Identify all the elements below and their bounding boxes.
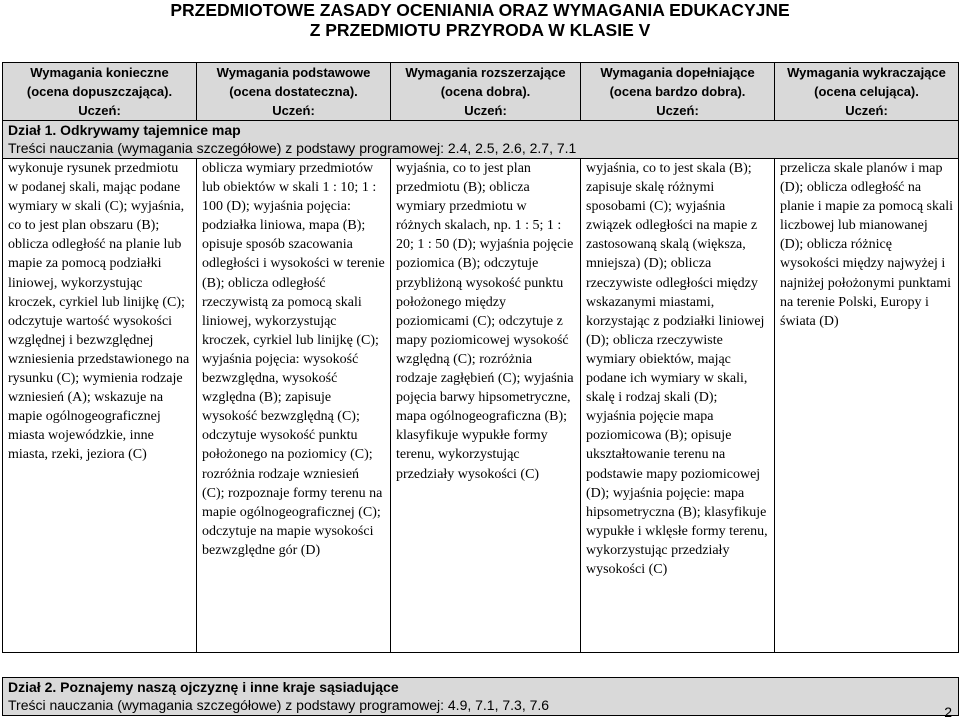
section-heading-1 [3,121,959,159]
table-header-row [3,63,959,121]
section-title: Dział 2. Poznajemy naszą ojczyznę i inne kraje sąsiadujące [8,679,399,695]
cell-podstawowe: oblicza wymiary przedmiotów lub obiektów w skali 1 : 10; 1 : 100 (D); wyjaśnia pojęcia: podziałka liniowa, mapa (B); opisuje sposób szacowania odległości i wysokości w terenie (B); oblicza odległość rzeczywistą za pomocą skali liniowej, wykorzystując kroczek, cyrkiel lub linijkę (C); wyjaśnia pojęcia: wysokość bezwzględna, wysokość względna (B); zapisuje wysokość bezwzględną (C); odczytuje wysokość punktu położonego na poziomicy (C); rozróżnia rodzaje wzniesień (C); rozpoznaje formy terenu na mapie ogólnogeograficznej (C); odczytuje na mapie wysokości bezwzględne gór (D) [197,159,391,653]
spacer-row [3,653,959,678]
document-title-line-1: PRZEDMIOTOWE ZASADY OCENIANIA ORAZ WYMAGANIA EDUKACYJNE [170,0,790,20]
cell-wykraczajace: przelicza skale planów i map (D); oblicza odległość na planie i mapie za pomocą skali liczbowej lub mianowanej (D); oblicza różnicę wysokości między najwyżej i najniżej położonymi punktami na terenie Polski, Europy i świata (D) [775,159,959,653]
cell-dopelniajace: wyjaśnia, co to jest skala (B); zapisuje skalę różnymi sposobami (C); wyjaśnia związek odległości na mapie z zastosowaną skalą (większa, mniejsza) (D); oblicza rzeczywiste odległości między wskazanymi miastami, korzystając z podziałki liniowej (D); oblicza rzeczywiste wymiary obiektów, mając podane ich wymiary w skali, skalę i rodzaj skali (D); wyjaśnia pojęcie mapa poziomicowa (B); opisuje ukształtowanie terenu na podstawie mapy poziomicowej (D); wyjaśnia pojęcie: mapa hipsometryczna (B); klasyfikuje wypukłe i wklęsłe formy terenu, wykorzystując przedziały wysokości (C) [581,159,775,653]
section-curriculum: Treści nauczania (wymagania szczegółowe) z podstawy programowej: 4.9, 7.1, 7.3, 7.6 [8,697,550,713]
section-curriculum: Treści nauczania (wymagania szczegółowe) z podstawy programowej: 2.4, 2.5, 2.6, 2.7, 7.1 [8,140,577,156]
cell-rozszerzajace: wyjaśnia, co to jest plan przedmiotu (B); oblicza wymiary przedmiotu w różnych skalach, np. 1 : 5; 1 : 20; 1 : 50 (D); wyjaśnia pojęcie poziomica (B); odczytuje przybliżoną wysokość punktu położonego między poziomicami (C); odczytuje z mapy poziomicowej wysokość względną (C); rozróżnia rodzaje zagłębień (C); wyjaśnia pojęcia barwy hipsometryczne, mapa ogólnogeograficzna (B); klasyfikuje wypukłe formy terenu, wykorzystując przedziały wysokości (C) [391,159,581,653]
requirements-table [2,62,959,716]
requirements-row [3,159,959,653]
section-heading-row [3,121,959,159]
header-cell-dopelniajace: Wymagania dopełniające (ocena bardzo dobra). Uczeń: [581,63,775,121]
page-number: 2 [944,704,952,720]
section-title: Dział 1. Odkrywamy tajemnice map [8,122,241,138]
document-title-line-2: Z PRZEDMIOTU PRZYRODA W KLASIE V [309,20,651,40]
header-cell-podstawowe: Wymagania podstawowe (ocena dostateczna). Uczeń: [197,63,391,121]
cell-konieczne: wykonuje rysunek przedmiotu w podanej skali, mając podane wymiary w skali (C); wyjaśnia, co to jest plan obszaru (B); oblicza odległość na planie lub mapie za pomocą podziałki liniowej, wykorzystując kroczek, cyrkiel lub linijkę (C); odczytuje wartość wysokości względnej i bezwzględnej wzniesienia przedstawionego na rysunku (C); wymienia rodzaje wzniesień (A); wskazuje na mapie ogólnogeograficznej miasta wojewódzkie, inne miasta, rzeki, jeziora (C) [3,159,197,653]
header-cell-rozszerzajace: Wymagania rozszerzające (ocena dobra). Uczeń: [391,63,581,121]
section-heading-2 [3,678,959,716]
header-cell-konieczne: Wymagania konieczne (ocena dopuszczająca). Uczeń: [3,63,197,121]
section-heading-row [3,678,959,716]
header-cell-wykraczajace: Wymagania wykraczające (ocena celująca). Uczeń: [775,63,959,121]
